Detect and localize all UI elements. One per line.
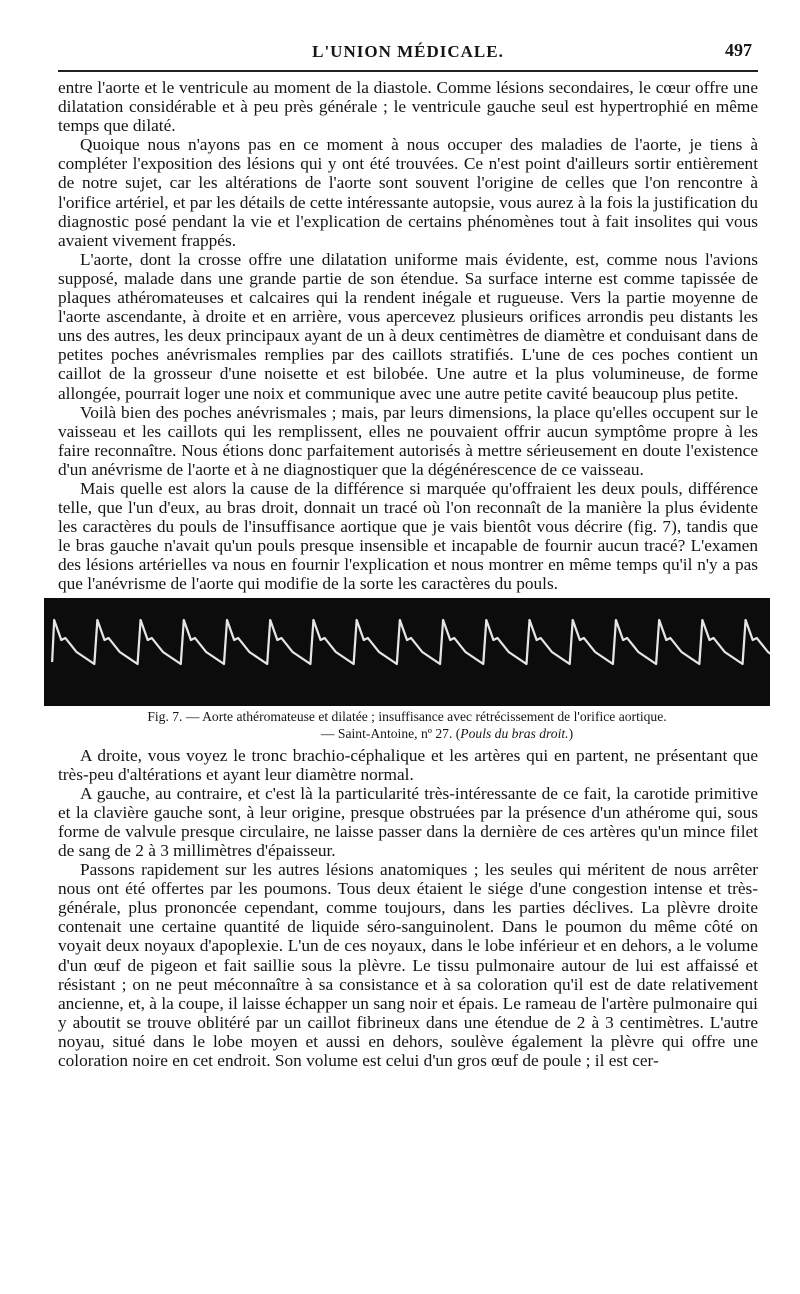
paragraph: Mais quelle est alors la cause de la différence si marquée qu'offraient les deux pouls, différence telle, que l'un d'eux, au bras droit, donnait un tracé où l'on reconnaît de la manière la plus évidente les caractères du pouls de l'insuffisance aortique que je vais bientôt vous décrire (fig. 7), tandis que le bras gauche n'avait qu'un pouls presque insensible et incapable de fournir aucun tracé? L'examen des lésions artérielles va nous en fournir l'explication et nous montrer en même temps qu'il n'y a pas que l'anévrisme de l'aorte qui modifie de la sorte les caractères du pouls. bbox=[58, 478, 758, 594]
figure-caption bbox=[44, 708, 770, 742]
paragraph: Quoique nous n'ayons pas en ce moment à nous occuper des maladies de l'aorte, je tiens à compléter l'exposition des lésions qui y ont été trouvées. Ce n'est point d'ailleurs sortir entièrement de notre sujet, car les altérations de l'aorte sont souvent l'origine de celles que l'on rencontre à l'orifice artériel, et par les détails de cette intéressante autopsie, vous aurez à la fois la justification du diagnostic posé pendant la vie et l'explication de certains phénomènes tout à fait insolites qui vous avaient vivement frappés. bbox=[58, 135, 758, 250]
body-text-top bbox=[58, 78, 758, 594]
caption-italic: Pouls du bras droit. bbox=[460, 725, 569, 741]
plate-background bbox=[44, 598, 770, 706]
paragraph: Voilà bien des poches anévrismales ; mais, par leurs dimensions, la place qu'elles occupent sur le vaisseau et les caillots qui les remplissent, elles ne pouvaient offrir aucun symptôme propre à les faire reconnaître. Nous étions donc parfaitement autorisés à mettre sérieusement en doute l'existence d'un anévrisme de l'aorte et à ne diagnostiquer que la dégénérescence de ce vaisseau. bbox=[58, 402, 758, 479]
header-rule bbox=[58, 70, 758, 72]
body-text-bottom bbox=[58, 746, 758, 1071]
paragraph: L'aorte, dont la crosse offre une dilatation uniforme mais évidente, est, comme nous l'avions supposé, malade dans une grande partie de son étendue. Sa surface interne est comme tapissée de plaques athéromateuses et calcaires qui la rendent inégale et rugueuse. Vers la partie moyenne de l'aorte ascendante, à droite et en arrière, vous apercevez plusieurs orifices arrondis peu distants les uns des autres, les deux principaux ayant de un à deux centimètres de diamètre et conduisant dans de petites poches anévrismales remplies par des caillots stratifiés. L'une de ces poches contient un caillot de la grosseur d'une noisette et est bilobée. Une autre et la plus volumineuse, de forme allongée, pourrait loger une noix et communique avec une autre petite cavité beaucoup plus petite. bbox=[58, 249, 758, 403]
paragraph: Passons rapidement sur les autres lésions anatomiques ; les seules qui méritent de nous arrêter nous ont été offertes par les poumons. Tous deux étaient le siége d'une congestion intense et très-générale, plus prononcée cependant, comme toujours, dans les parties déclives. La plèvre droite contenait une certaine quantité de liquide séro-sanguinolent. Dans le poumon du même côté on voyait deux noyaux d'apoplexie. L'un de ces noyaux, dans le lobe inférieur et en dehors, a le volume d'un œuf de pigeon et fait saillie sous la plèvre. Le tissu pulmonaire autour de lui est affaissé et résistant ; on ne peut méconnaître à sa consistance et à sa coloration qu'il est de date relativement ancienne, et, à la coupe, il laisse échapper un sang noir et épais. Le rameau de l'artère pulmonaire qui y aboutit se trouve oblitéré par un caillot fibrineux dans une étendue de 2 à 3 centimètres. L'autre noyau, situé dans le lobe moyen et aussi en dehors, soulève également la plèvre qui offre une coloration noire en cet endroit. Son volume est celui d'un gros œuf de poule ; il est cer- bbox=[58, 860, 758, 1071]
caption-line-1: Fig. 7. — Aorte athéromateuse et dilatée ; insuffisance avec rétrécissement de l'orifice aortique. bbox=[147, 708, 667, 724]
paragraph: A droite, vous voyez le tronc brachio-céphalique et les artères qui en partent, ne présentant que très-peu d'altérations et ayant leur diamètre normal. bbox=[58, 745, 758, 784]
caption-suffix: ) bbox=[568, 725, 574, 741]
page-header bbox=[58, 36, 758, 70]
running-title: L'UNION MÉDICALE. bbox=[312, 42, 504, 61]
caption-prefix: — Saint-Antoine, nº 27. ( bbox=[320, 725, 461, 741]
caption-line-2 bbox=[44, 725, 770, 742]
pulse-figure bbox=[44, 598, 770, 742]
pulse-tracing-plate bbox=[44, 598, 770, 706]
paragraph: entre l'aorte et le ventricule au moment de la diastole. Comme lésions secondaires, le cœur offre une dilatation considérable et à peu près générale ; le ventricule gauche seul est hypertrophié en même temps que dilaté. bbox=[58, 78, 758, 136]
paragraph: A gauche, au contraire, et c'est là la particularité très-intéressante de ce fait, la carotide primitive et la clavière gauche sont, à leur origine, presque obstruées par la présence d'un athérome qui, sous forme de valvule presque circulaire, ne laisse passer dans la dernière de ces artères qu'un mince filet de sang de 2 à 3 millimètres d'épaisseur. bbox=[58, 783, 758, 860]
page-number: 497 bbox=[725, 40, 752, 60]
